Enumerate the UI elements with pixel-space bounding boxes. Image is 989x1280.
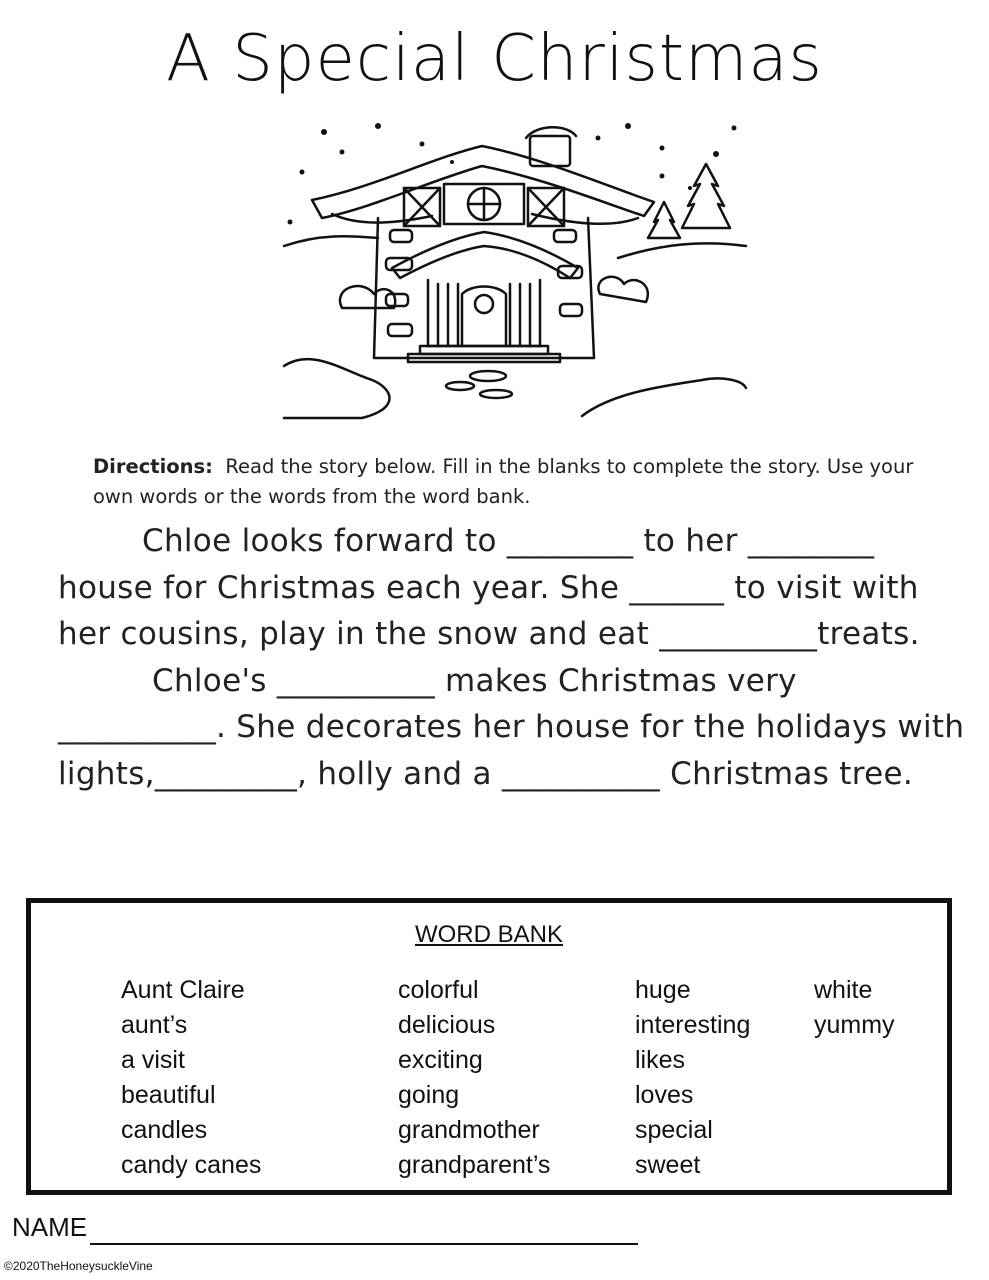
word-bank-word: aunt’s	[121, 1011, 188, 1039]
fill-in-blank[interactable]: __________	[502, 755, 660, 792]
word-bank-word: white	[814, 976, 873, 1004]
story-text-segment: to visit with her cousins, play in the snow and eat	[58, 569, 919, 652]
word-bank-word: Aunt Claire	[121, 976, 245, 1004]
word-bank-word: delicious	[398, 1011, 496, 1039]
word-bank-word: yummy	[814, 1011, 895, 1039]
word-bank-column-2	[398, 973, 550, 1183]
word-bank-word: likes	[635, 1046, 686, 1074]
word-bank-title: WORD BANK	[414, 921, 563, 948]
fill-in-blank[interactable]: ______	[629, 569, 725, 606]
directions-label: Directions:	[93, 455, 213, 478]
word-bank-column-4	[814, 973, 895, 1043]
word-bank-word: grandparent’s	[398, 1151, 551, 1179]
story-text-segment: Chloe looks forward to	[142, 523, 497, 559]
story-text	[58, 518, 968, 797]
word-bank-word: huge	[635, 976, 691, 1004]
worksheet-title: A Special Christmas	[166, 22, 823, 96]
word-bank-word: interesting	[635, 1011, 751, 1039]
word-bank-word: beautiful	[121, 1081, 216, 1109]
word-bank-word: special	[635, 1116, 713, 1144]
word-bank-word: going	[398, 1081, 460, 1109]
word-bank-word: sweet	[635, 1151, 701, 1179]
word-bank-column-1	[121, 973, 261, 1183]
directions	[93, 452, 933, 512]
story-text-segment: house for Christmas each year. She	[58, 569, 620, 606]
copyright-notice: ©2020TheHoneysuckleVine	[4, 1259, 153, 1273]
word-bank-word: exciting	[398, 1046, 483, 1074]
fill-in-blank[interactable]: __________	[659, 616, 818, 652]
story-text-segment: Christmas tree.	[670, 755, 914, 792]
fill-in-blank[interactable]: _________	[154, 755, 298, 792]
story-text-segment: . She decorates her house for the holidays with lights,	[58, 709, 965, 792]
word-bank-word: colorful	[398, 976, 479, 1004]
story-paragraph-2	[58, 658, 968, 798]
fill-in-blank[interactable]: ________	[747, 523, 875, 559]
story-paragraph-1	[58, 518, 968, 658]
fill-in-blank[interactable]: __________	[58, 709, 216, 745]
word-bank-column-3	[635, 973, 750, 1183]
directions-text: Read the story below. Fill in the blanks to complete the story. Use your own words or the words from the word bank.	[93, 455, 914, 508]
word-bank-word: loves	[635, 1081, 694, 1109]
snowy-house-illustration	[282, 118, 748, 428]
word-bank-box	[26, 898, 952, 1195]
name-input-line[interactable]	[90, 1243, 638, 1245]
word-bank-word: candy canes	[121, 1151, 262, 1179]
name-label: NAME	[12, 1212, 88, 1242]
fill-in-blank[interactable]: __________	[276, 662, 435, 699]
fill-in-blank[interactable]: ________	[506, 523, 634, 559]
word-bank-word: a visit	[121, 1046, 185, 1074]
story-text-segment: , holly and a	[297, 755, 492, 792]
story-text-segment: to her	[643, 523, 738, 559]
word-bank-word: grandmother	[398, 1116, 540, 1144]
word-bank-word: candles	[121, 1116, 208, 1144]
story-text-segment: treats.	[817, 616, 920, 652]
story-text-segment: Chloe's	[152, 662, 267, 699]
story-text-segment: makes Christmas very	[445, 662, 797, 699]
